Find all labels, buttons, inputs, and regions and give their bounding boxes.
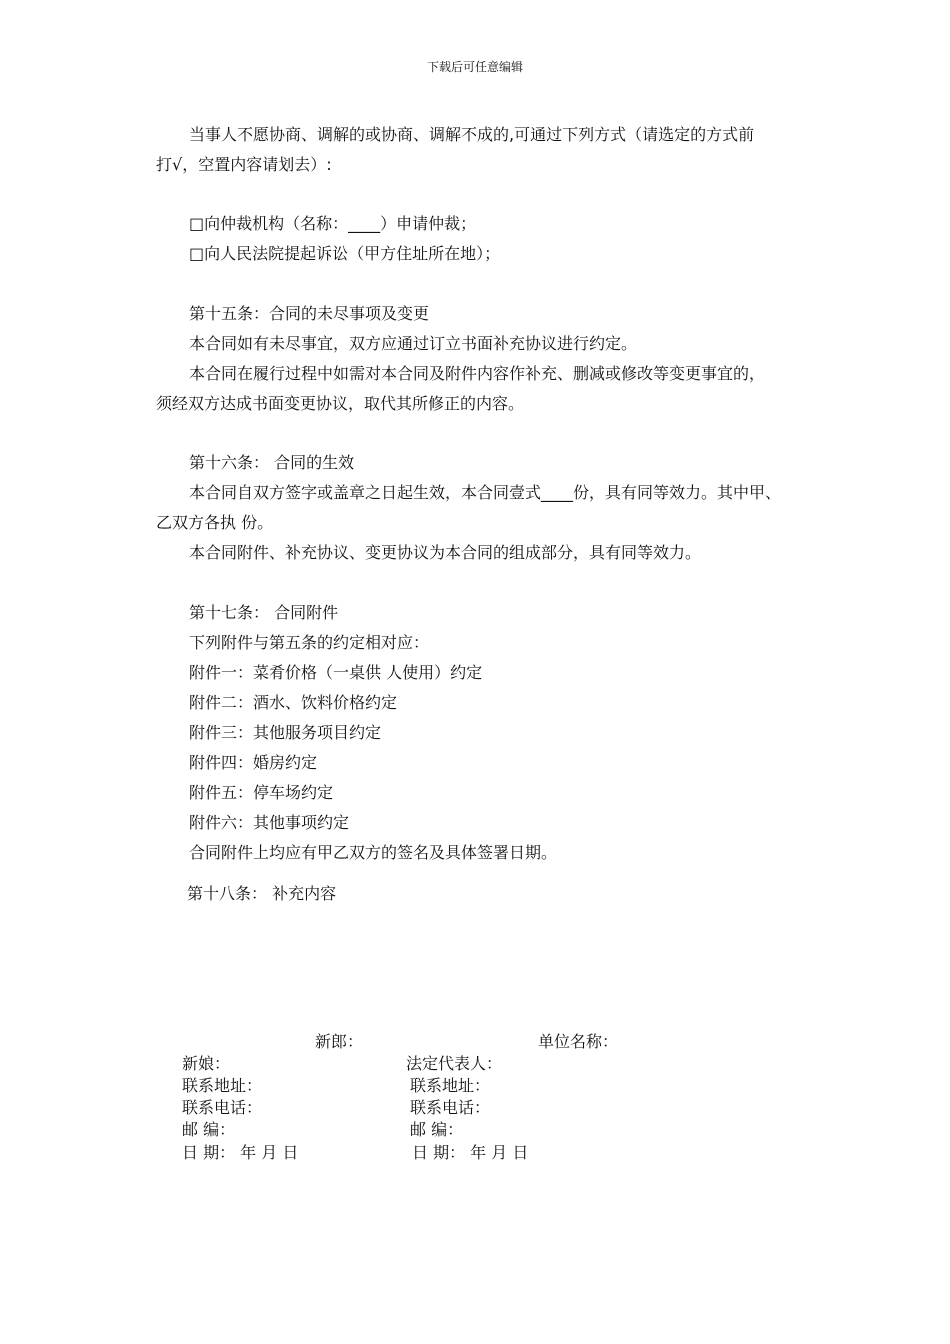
article-15-paragraph-2-line-2: 须经双方达成书面变更协议，取代其所修正的内容。 [156,394,525,413]
dispute-option-court: □向人民法院提起诉讼（甲方住址所在地）； [189,244,501,263]
article-15-title: 第十五条：合同的未尽事项及变更 [189,304,430,323]
groom-label: 新郎： [315,1032,364,1051]
left-phone-label: 联系电话： [182,1098,263,1117]
article-16-paragraph-2: 本合同附件、补充协议、变更协议为本合同的组成部分，具有同等效力。 [189,543,702,562]
attachment-item: 附件一：菜肴价格（一桌供 人使用）约定 [189,663,483,682]
article-15-paragraph-1: 本合同如有未尽事宜，双方应通过订立书面补充协议进行约定。 [189,334,638,353]
article-15-paragraph-2-line-1: 本合同在履行过程中如需对本合同及附件内容作补充、删减或修改等变更事宜的， [189,364,766,383]
header-note: 下载后可任意编辑 [426,60,523,74]
dispute-line-1: 当事人不愿协商、调解的或协商、调解不成的,可通过下列方式（请选定的方式前 [189,125,755,144]
legal-rep-label: 法定代表人： [406,1054,503,1073]
right-address-label: 联系地址： [410,1076,491,1095]
unit-name-label: 单位名称： [538,1032,619,1051]
dispute-line-2: 打√，空置内容请划去）: [156,155,332,174]
article-16-title: 第十六条： 合同的生效 [189,453,355,472]
right-phone-label: 联系电话： [410,1098,491,1117]
attachment-item: 附件二：酒水、饮料价格约定 [189,693,398,712]
article-16-paragraph-1-line-1: 本合同自双方签字或盖章之日起生效，本合同壹式____份，具有同等效力。其中甲、 [189,483,782,502]
article-18-title: 第十八条： 补充内容 [187,884,337,903]
left-postcode-label: 邮 编： [182,1120,236,1139]
bride-label: 新娘： [182,1054,231,1073]
article-17-title: 第十七条： 合同附件 [189,603,339,622]
article-17-note: 合同附件上均应有甲乙双方的签名及具体签署日期。 [189,843,558,862]
right-postcode-label: 邮 编： [410,1120,464,1139]
attachment-item: 附件五：停车场约定 [189,783,334,802]
article-16-paragraph-1-line-2: 乙双方各执 份。 [156,513,274,532]
left-date-label: 日 期： 年 月 日 [182,1143,299,1162]
article-17-intro: 下列附件与第五条的约定相对应： [189,633,430,652]
right-date-label: 日 期： 年 月 日 [412,1143,529,1162]
left-address-label: 联系地址： [182,1076,263,1095]
attachment-item: 附件三：其他服务项目约定 [189,723,382,742]
attachment-item: 附件六：其他事项约定 [189,813,350,832]
dispute-option-arbitration: □向仲裁机构（名称：____）申请仲裁； [189,214,477,233]
attachment-item: 附件四：婚房约定 [189,753,318,772]
